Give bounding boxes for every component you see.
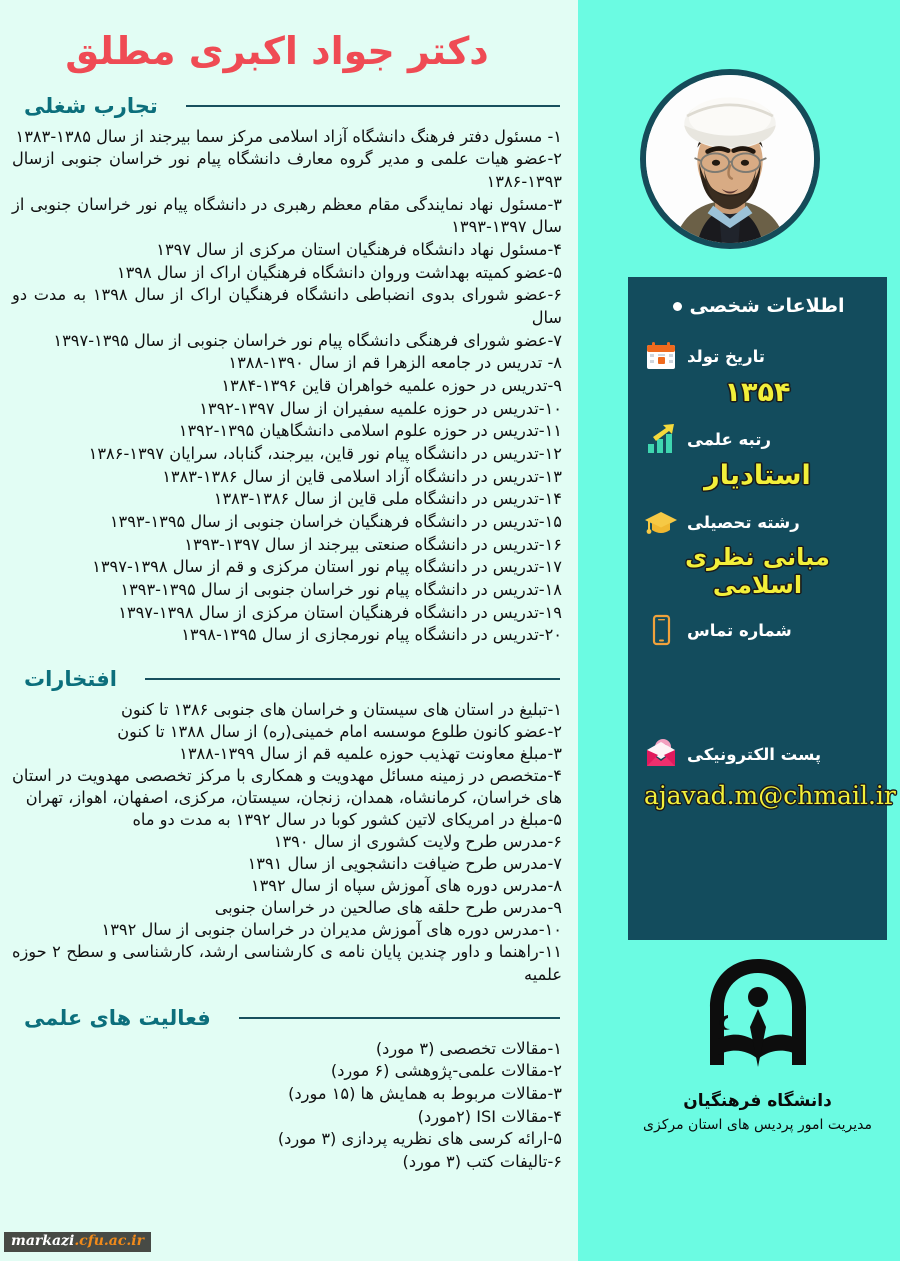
field-value-email[interactable]: ajavad.m@chmail.ir xyxy=(644,781,896,810)
list-item: ۱۲-تدریس در دانشگاه پیام نور قاین، بیرجند، گناباد، سرایان ۱۳۹۷-۱۳۸۶ xyxy=(88,444,562,464)
field-row-phone xyxy=(644,613,871,647)
field-label-phone: شماره تماس xyxy=(687,620,792,640)
list-item: ۵-عضو کمیته بهداشت وروان دانشگاه فرهنگیان اراک از سال ۱۳۹۸ xyxy=(116,262,562,282)
field-row-email xyxy=(644,737,871,771)
personal-info-panel xyxy=(628,277,896,940)
university-logo-block xyxy=(628,955,887,1133)
list-item: ۱۶-تدریس در دانشگاه صنعتی بیرجند از سال ۱۳۹۷-۱۳۹۳ xyxy=(184,534,562,554)
list-item: ۸-مدرس دوره های آموزش سپاه از سال ۱۳۹۲ xyxy=(250,876,562,896)
watermark-name: markazi xyxy=(11,1232,75,1249)
list-item: ۱۵-تدریس در دانشگاه فرهنگیان خراسان جنوبی از سال ۱۳۹۵-۱۳۹۳ xyxy=(109,512,562,532)
list-item: ۱۰-مدرس دوره های آموزش مدیران در خراسان جنوبی از سال ۱۳۹۲ xyxy=(101,920,562,940)
list-item: ۶-عضو شورای بدوی انضباطی دانشگاه فرهنگیان اراک از سال ۱۳۹۸ به مدت دو سال xyxy=(12,285,562,328)
list-item: ۴-مقالات ISI (۲مورد) xyxy=(417,1106,562,1126)
list-item: ۲-عضو کانون طلوع موسسه امام خمینی(ره) از سال ۱۳۸۸ تا کنون xyxy=(117,722,562,742)
section-header-honors xyxy=(10,667,564,691)
list-item: ۳-مسئول نهاد نمایندگی مقام معظم رهبری در دانشگاه پیام نور خراسان جنوبی از سال ۱۳۹۷-۱۳۹۳ xyxy=(12,194,562,237)
academic-list xyxy=(10,1038,564,1174)
career-list xyxy=(10,126,564,647)
list-item: ۵-مبلغ در امریکای لاتین کشور کوبا در سال ۱۳۹۲ به مدت دو ماه xyxy=(132,810,562,830)
field-label-rank: رتبه علمی xyxy=(687,429,771,449)
list-item: ۲-عضو هیات علمی و مدیر گروه معارف دانشگاه پیام نور خراسان جنوبی ازسال ۱۳۹۳-۱۳۸۶ xyxy=(12,149,562,192)
list-item: ۷-مدرس طرح ضیافت دانشجویی از سال ۱۳۹۱ xyxy=(247,854,562,874)
list-item: ۱۰-تدریس در حوزه علمیه سفیران از سال ۱۳۹۷-۱۳۹۲ xyxy=(199,398,562,418)
list-item: ۱-مقالات تخصصی (۳ مورد) xyxy=(375,1038,562,1058)
field-value-rank: استادیار xyxy=(704,460,811,491)
page-title: دکتر جواد اکبری مطلق xyxy=(65,29,489,73)
field-value-birth: ۱۳۵۴ xyxy=(724,377,791,408)
section-title-honors: افتخارات xyxy=(24,667,117,692)
list-item: ۸- تدریس در جامعه الزهرا قم از سال ۱۳۹۰-۱۳۸۸ xyxy=(228,353,562,373)
section-rule xyxy=(186,105,560,107)
list-item: ۳-مقالات مربوط به همایش ها (۱۵ مورد) xyxy=(288,1083,562,1103)
field-row-birth xyxy=(644,339,871,373)
panel-title xyxy=(644,295,871,317)
list-item: ۷-عضو شورای فرهنگی دانشگاه پیام نور خراسان جنوبی از سال ۱۳۹۵-۱۳۹۷ xyxy=(53,330,562,350)
field-label-study: رشته تحصیلی xyxy=(687,512,800,532)
section-header-career xyxy=(10,94,564,118)
mobile-phone-icon xyxy=(644,613,678,647)
list-item: ۵-ارائه کرسی های نظریه پردازی (۳ مورد) xyxy=(277,1129,562,1149)
honors-list xyxy=(10,699,564,985)
logo-caption-secondary: مدیریت امور پردیس های استان مرکزی xyxy=(643,1117,872,1133)
list-item: ۲۰-تدریس در دانشگاه پیام نورمجازی از سال ۱۳۹۵-۱۳۹۸ xyxy=(181,625,562,645)
logo-caption-primary: دانشگاه فرهنگیان xyxy=(683,1091,832,1111)
portrait-photo xyxy=(646,75,814,243)
list-item: ۴-مسئول نهاد دانشگاه فرهنگیان استان مرکزی از سال ۱۳۹۷ xyxy=(156,240,562,260)
field-row-study xyxy=(644,505,871,539)
list-item: ۹-مدرس طرح حلقه های صالحین در خراسان جنوبی xyxy=(214,898,562,918)
section-title-career: تجارب شغلی xyxy=(24,93,158,118)
list-item: ۱۷-تدریس در دانشگاه پیام نور استان مرکزی و قم از سال ۱۳۹۸-۱۳۹۷ xyxy=(92,557,562,577)
list-item: ۶-مدرس طرح ولایت کشوری از سال ۱۳۹۰ xyxy=(273,832,562,852)
list-item: ۶-تالیفات کتب (۳ مورد) xyxy=(402,1151,562,1171)
panel-spacer xyxy=(644,651,871,723)
watermark-domain: .cfu.ac.ir xyxy=(74,1232,144,1249)
bar-chart-growth-icon xyxy=(644,422,678,456)
section-header-academic xyxy=(10,1006,564,1030)
list-item: ۲-مقالات علمی-پژوهشی (۶ مورد) xyxy=(330,1061,562,1081)
section-rule xyxy=(239,1017,560,1019)
field-label-birth: تاریخ تولد xyxy=(687,346,765,366)
list-item: ۱۱-راهنما و داور چندین پایان نامه ی کارشناسی ارشد، کارشناسی و سطح ۲ حوزه علمیه xyxy=(12,942,562,984)
calendar-icon xyxy=(644,339,678,373)
graduation-cap-icon xyxy=(644,505,678,539)
list-item: ۱۴-تدریس در دانشگاه ملی قاین از سال ۱۳۸۶-۱۳۸۳ xyxy=(213,489,562,509)
envelope-at-icon xyxy=(644,737,678,771)
list-item: ۱- مسئول دفتر فرهنگ دانشگاه آزاد اسلامی مرکز سما بیرجند از سال ۱۳۸۵-۱۳۸۳ xyxy=(15,126,562,146)
field-row-rank xyxy=(644,422,871,456)
field-value-study: مبانی نظری اسلامی xyxy=(685,543,830,599)
avatar xyxy=(640,69,820,249)
panel-title-label: اطلاعات شخصی xyxy=(689,295,845,317)
field-label-email: پست الکترونیکی xyxy=(687,744,822,764)
section-title-academic: فعالیت های علمی xyxy=(24,1005,211,1030)
list-item: ۹-تدریس در حوزه علمیه خواهران قاین ۱۳۹۶-۱۳۸۴ xyxy=(221,376,562,396)
list-item: ۱-تبلیغ در استان های سیستان و خراسان های جنوبی ۱۳۸۶ تا کنون xyxy=(120,700,562,720)
list-item: ۱۳-تدریس در دانشگاه آزاد اسلامی قاین از سال ۱۳۸۶-۱۳۸۳ xyxy=(162,466,562,486)
site-watermark xyxy=(4,1232,151,1252)
section-rule xyxy=(145,678,560,680)
list-item: ۳-مبلغ معاونت تهذیب حوزه علمیه قم از سال ۱۳۹۹-۱۳۸۸ xyxy=(179,744,562,764)
farhangian-university-logo xyxy=(688,955,828,1085)
list-item: ۱۹-تدریس در دانشگاه فرهنگیان استان مرکزی از سال ۱۳۹۸-۱۳۹۷ xyxy=(118,602,562,622)
list-item: ۱۸-تدریس در دانشگاه پیام نور خراسان جنوبی از سال ۱۳۹۵-۱۳۹۳ xyxy=(120,580,562,600)
list-item: ۴-متخصص در زمینه مسائل مهدویت و همکاری با مرکز تخصصی مهدویت در استان های خراسان، کرمانشاه، همدان، زنجان، سیستان، مرکزی، اصفهان، اهواز، تهران xyxy=(12,766,562,808)
list-item: ۱۱-تدریس در حوزه علوم اسلامی دانشگاهیان ۱۳۹۵-۱۳۹۲ xyxy=(178,421,562,441)
bullet-icon xyxy=(673,302,682,311)
